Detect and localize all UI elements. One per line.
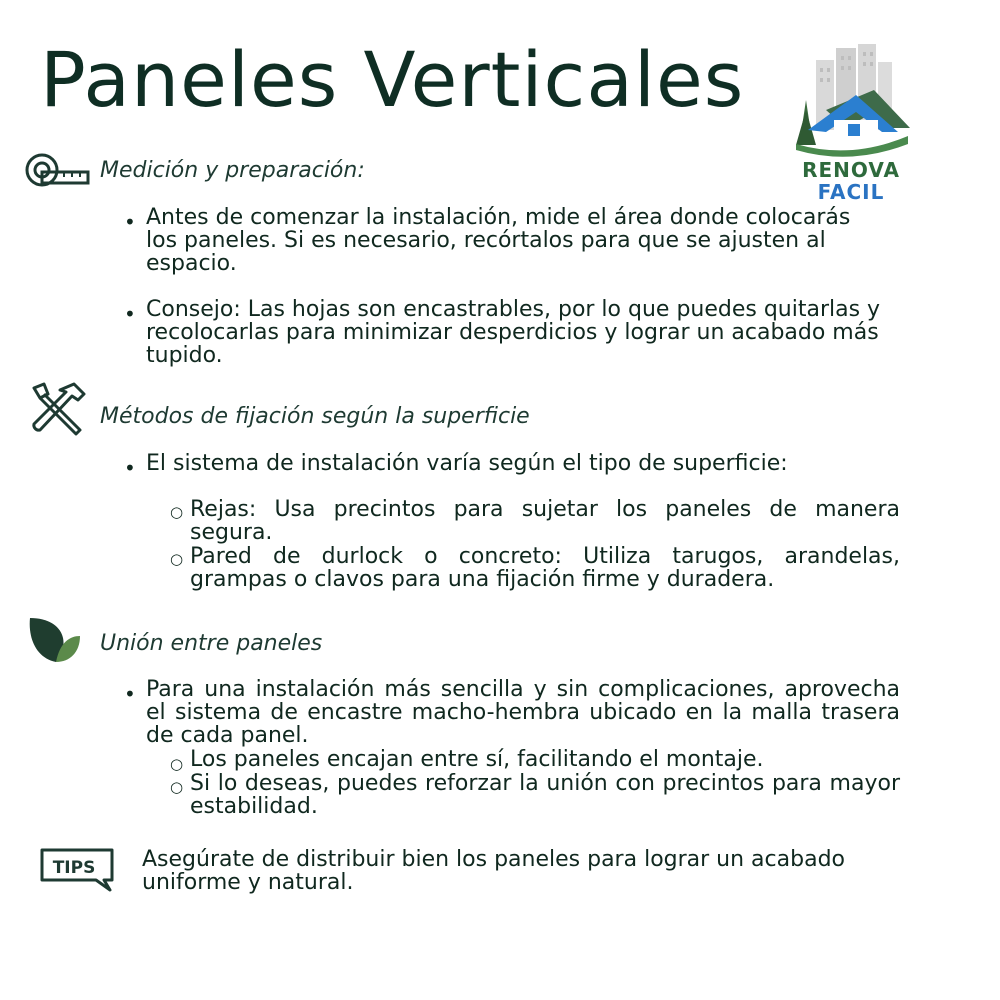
logo-house-icon: [786, 40, 916, 160]
paragraph-medicion-1: Antes de comenzar la instalación, mide el área donde colocarás los paneles. Si es necesario, recórtalos para que se ajusten al espacio.: [146, 205, 851, 276]
renova-facil-logo: [786, 40, 916, 210]
page-title: Paneles Verticales: [40, 35, 745, 124]
leaf-icon: [26, 614, 82, 666]
bullet-dot: •: [124, 302, 136, 326]
sub-bullet-circle: ○: [170, 503, 184, 521]
bullet-dot: •: [124, 210, 136, 234]
paragraph-fijacion-1: El sistema de instalación varía según el tipo de superficie:: [146, 451, 788, 476]
paragraph-union-encajan: Los paneles encajan entre sí, facilitando el montaje.: [190, 747, 764, 772]
paragraph-union-1: Para una instalación más sencilla y sin complicaciones, aprovecha el sistema de encastre macho-hembra ubicado en la malla trasera de cada panel.: [146, 677, 900, 748]
bullet-dot: •: [124, 456, 136, 480]
tips-badge-label: TIPS: [52, 858, 96, 878]
logo-text-facil: FACIL: [817, 180, 885, 204]
logo-text-renova: RENOVA: [802, 158, 900, 182]
bullet-dot: •: [124, 682, 136, 706]
tools-icon: [26, 380, 88, 442]
sub-bullet-circle: ○: [170, 778, 184, 796]
sub-bullet-circle: ○: [170, 550, 184, 568]
tips-text: Asegúrate de distribuir bien los paneles para lograr un acabado uniforme y natural.: [142, 847, 845, 895]
paragraph-fijacion-pared: Pared de durlock o concreto: Utiliza tarugos, arandelas, grampas o clavos para una fijación firme y duradera.: [190, 544, 900, 592]
paragraph-medicion-2: Consejo: Las hojas son encastrables, por lo que puedes quitarlas y recolocarlas para minimizar desperdicios y lograr un acabado más tupido.: [146, 297, 881, 368]
measuring-tape-icon: [24, 150, 94, 190]
sub-bullet-circle: ○: [170, 755, 184, 773]
section-heading-union: Unión entre paneles: [100, 631, 323, 656]
section-heading-medicion: Medición y preparación:: [100, 158, 365, 183]
paragraph-union-reforzar: Si lo deseas, puedes reforzar la unión con precintos para mayor estabilidad.: [190, 771, 900, 819]
tips-badge-icon: [38, 846, 118, 894]
paragraph-fijacion-rejas: Rejas: Usa precintos para sujetar los paneles de manera segura.: [190, 497, 900, 545]
section-heading-fijacion: Métodos de fijación según la superficie: [100, 404, 530, 429]
